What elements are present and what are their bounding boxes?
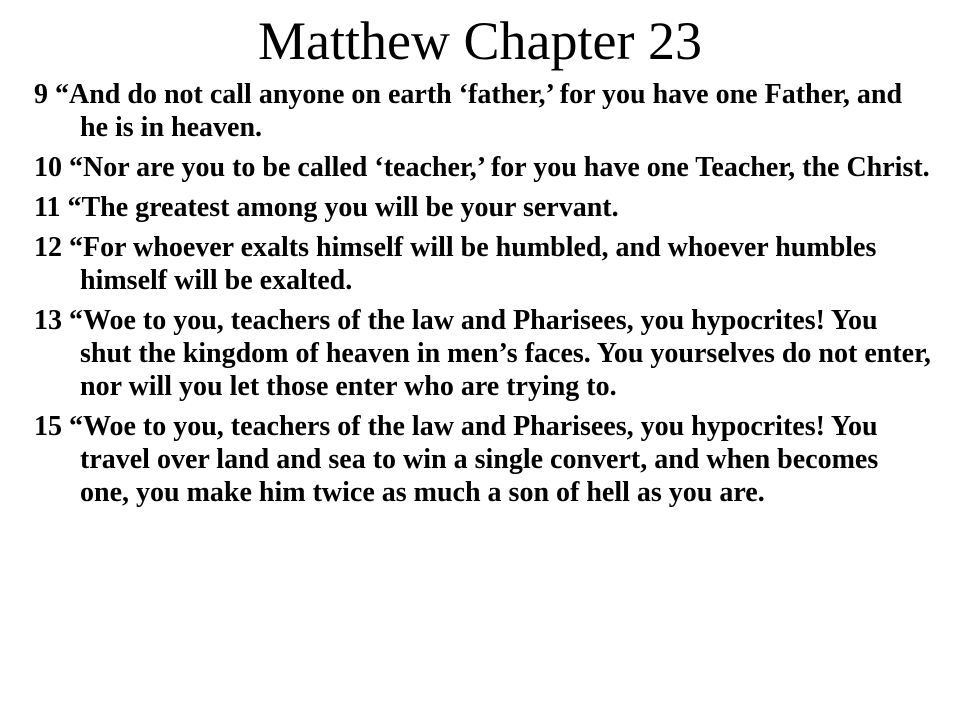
slide-title: Matthew Chapter 23 (258, 11, 702, 71)
verse-10: 10 “Nor are you to be called ‘teacher,’ for you have one Teacher, the Christ. (34, 152, 930, 183)
verse-11: 11 “The greatest among you will be your servant. (34, 192, 619, 223)
verse-9: 9 “And do not call anyone on earth ‘father,’ for you have one Father, and he is in heaven. (34, 79, 903, 143)
verse-list (34, 78, 934, 516)
verse-15: 15 “Woe to you, teachers of the law and Pharisees, you hypocrites! You travel over land and sea to win a single convert, and when becomes one, you make him twice as much a son of hell as you are. (34, 411, 879, 508)
verse-13: 13 “Woe to you, teachers of the law and Pharisees, you hypocrites! You shut the kingdom of heaven in men’s faces. You yourselves do not enter, nor will you let those enter who are trying to. (34, 305, 931, 402)
verse-12: 12 “For whoever exalts himself will be humbled, and whoever humbles himself will be exalted. (34, 232, 877, 296)
